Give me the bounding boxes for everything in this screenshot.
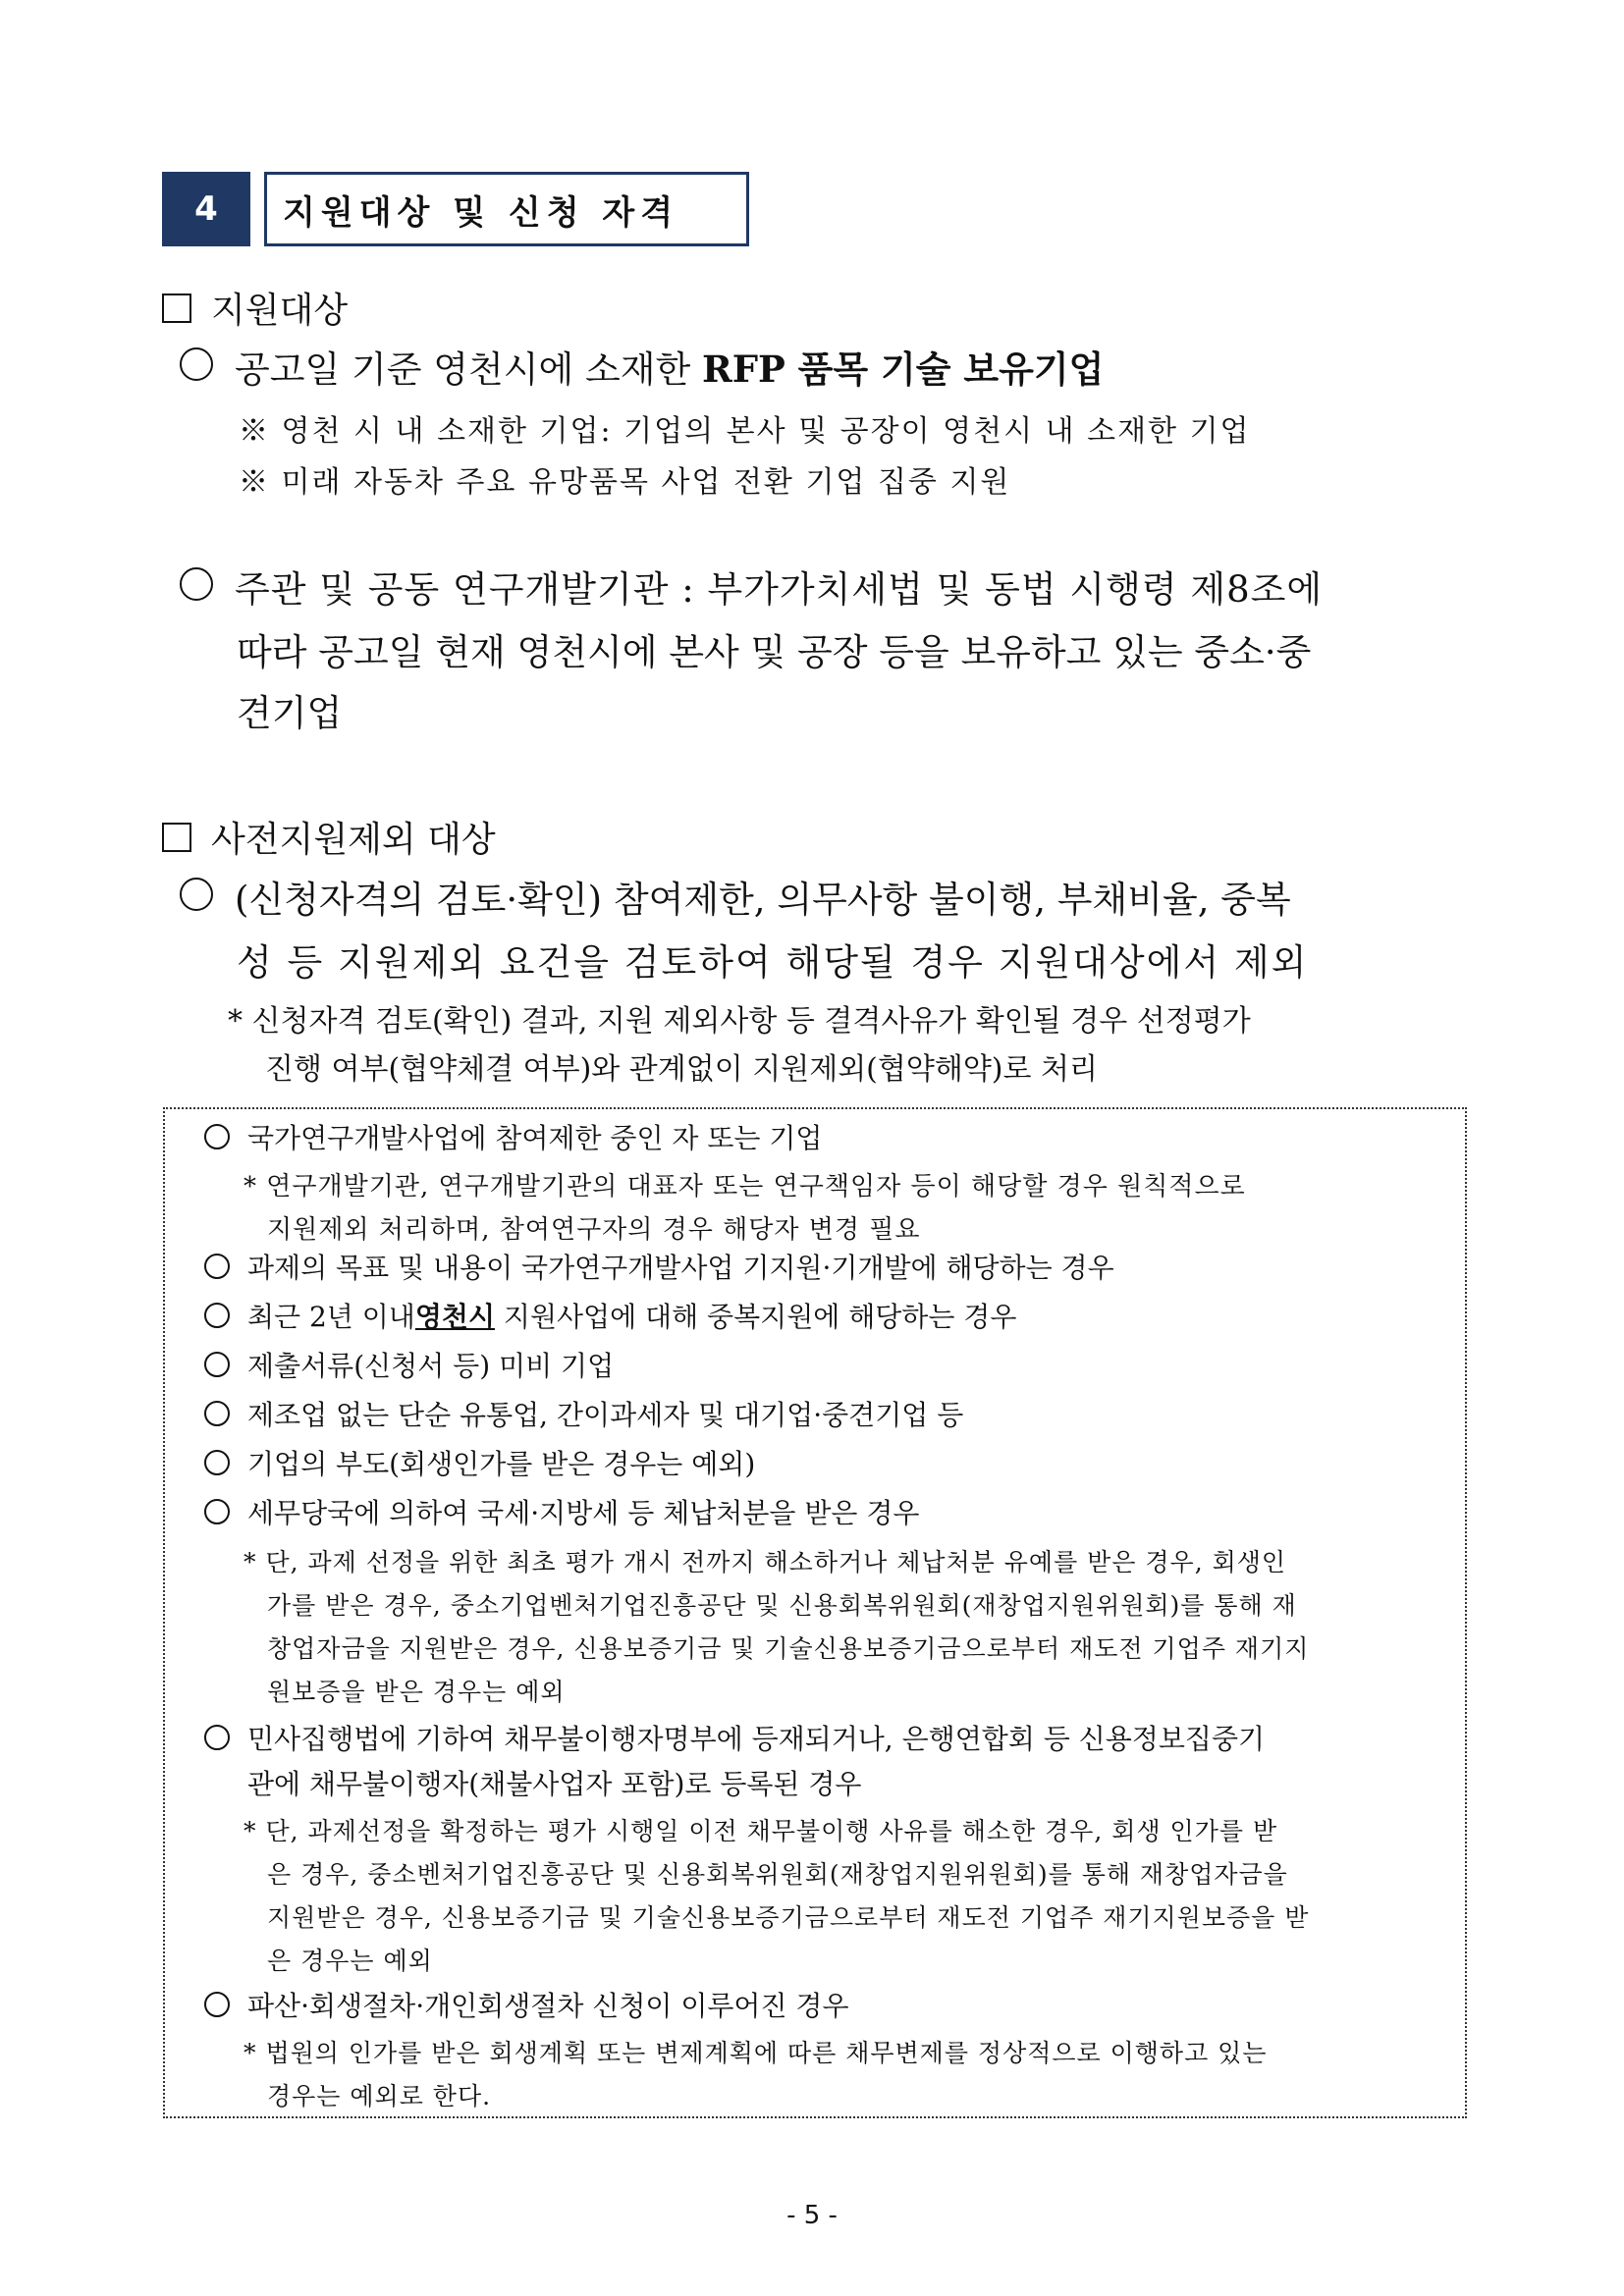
square-bullet-icon — [162, 823, 191, 852]
exclusion-heading: 사전지원제외 대상 — [162, 812, 496, 862]
support-target-heading: 지원대상 — [162, 283, 348, 333]
box-item: 국가연구개발사업에 참여제한 중인 자 또는 기업 — [204, 1117, 822, 1156]
circle-bullet-icon — [204, 1992, 230, 2017]
box-note: 지원제외 처리하며, 참여연구자의 경우 해당자 변경 필요 — [267, 1215, 921, 1245]
circle-bullet-icon — [180, 567, 213, 601]
box-note: 지원받은 경우, 신용보증기금 및 기술신용보증기금으로부터 재도전 기업주 재기지원보증을 받 — [267, 1903, 1310, 1932]
circle-bullet-icon — [204, 1499, 230, 1524]
circle-bullet-icon — [204, 1124, 230, 1149]
square-bullet-icon — [162, 294, 191, 323]
text-line: 따라 공고일 현재 영천시에 본사 및 공장 등을 보유하고 있는 중소·중 — [237, 631, 1312, 673]
section-header — [162, 172, 749, 246]
box-item: 민사집행법에 기하여 채무불이행자명부에 등재되거나, 은행연합회 등 신용정보집중기 — [204, 1718, 1265, 1757]
box-item: 과제의 목표 및 내용이 국가연구개발사업 기지원·기개발에 해당하는 경우 — [204, 1247, 1114, 1286]
yeongcheon-emphasis: 영천시 — [414, 1301, 496, 1333]
note-line: ※ 영천 시 내 소재한 기업: 기업의 본사 및 공장이 영천시 내 소재한 기업 — [239, 414, 1251, 449]
box-note: * 단, 과제 선정을 위한 최초 평가 개시 전까지 해소하거나 체납처분 유예를 받은 경우, 회생인 — [244, 1548, 1287, 1576]
circle-bullet-icon — [180, 347, 213, 381]
box-note: 은 경우는 예외 — [267, 1947, 433, 1975]
box-note: 원보증을 받은 경우는 예외 — [267, 1678, 566, 1706]
section-title: 지원대상 및 신청 자격 — [264, 172, 749, 246]
box-note: * 단, 과제선정을 확정하는 평가 시행일 이전 채무불이행 사유를 해소한 경우, 회생 인가를 받 — [244, 1817, 1278, 1845]
exclusion-item: (신청자격의 검토·확인) 참여제한, 의무사항 불이행, 부채비율, 중복 — [180, 870, 1291, 923]
page-number: - 5 - — [786, 2201, 838, 2230]
box-note: 은 경우, 중소벤처기업진흥공단 및 신용회복위원회(재창업지원위원회)를 통해 재창업자금을 — [267, 1860, 1288, 1889]
circle-bullet-icon — [204, 1725, 230, 1750]
rfp-emphasis: RFP 품목 기술 보유기업 — [701, 347, 1105, 391]
box-note: 경우는 예외로 한다. — [267, 2082, 492, 2110]
box-note: 창업자금을 지원받은 경우, 신용보증기금 및 기술신용보증기금으로부터 재도전 기업주 재기지 — [267, 1634, 1310, 1663]
circle-bullet-icon — [204, 1254, 230, 1279]
box-item: 파산·회생절차·개인회생절차 신청이 이루어진 경우 — [204, 1985, 849, 2024]
note-line: 진행 여부(협약체결 여부)와 관계없이 지원제외(협약해약)로 처리 — [265, 1052, 1098, 1087]
circle-bullet-icon — [204, 1450, 230, 1475]
circle-bullet-icon — [180, 878, 213, 911]
support-target-item-2: 주관 및 공동 연구개발기관 : 부가가치세법 및 동법 시행령 제8조에 — [180, 560, 1323, 613]
text-line: 견기업 — [237, 692, 343, 734]
box-item: 제조업 없는 단순 유통업, 간이과세자 및 대기업·중견기업 등 — [204, 1394, 963, 1433]
box-item: 세무당국에 의하여 국세·지방세 등 체납처분을 받은 경우 — [204, 1492, 919, 1531]
box-note: 가를 받은 경우, 중소기업벤처기업진흥공단 및 신용회복위원회(재창업지원위원회)를 통해 재 — [267, 1591, 1297, 1620]
circle-bullet-icon — [204, 1303, 230, 1328]
box-item: 기업의 부도(회생인가를 받은 경우는 예외) — [204, 1443, 755, 1482]
exclusion-criteria-box — [163, 1107, 1467, 2118]
box-note: * 법원의 인가를 받은 회생계획 또는 변제계획에 따른 채무변제를 정상적으로 이행하고 있는 — [244, 2039, 1268, 2067]
support-target-item-1: 공고일 기준 영천시에 소재한 RFP 품목 기술 보유기업 — [180, 340, 1104, 393]
note-line: ※ 미래 자동차 주요 유망품목 사업 전환 기업 집중 지원 — [239, 465, 1011, 500]
box-item-continuation: 관에 채무불이행자(채불사업자 포함)로 등록된 경우 — [247, 1768, 862, 1800]
text-line: 성 등 지원제외 요건을 검토하여 해당될 경우 지원대상에서 제외 — [237, 941, 1309, 984]
circle-bullet-icon — [204, 1352, 230, 1377]
box-item: 제출서류(신청서 등) 미비 기업 — [204, 1345, 614, 1384]
note-line: * 신청자격 검토(확인) 결과, 지원 제외사항 등 결격사유가 확인될 경우 선정평가 — [228, 1004, 1251, 1039]
circle-bullet-icon — [204, 1401, 230, 1426]
box-note: * 연구개발기관, 연구개발기관의 대표자 또는 연구책임자 등이 해당할 경우 원칙적으로 — [244, 1172, 1246, 1201]
section-number: 4 — [162, 172, 250, 246]
box-item: 최근 2년 이내 영천시 지원사업에 대해 중복지원에 해당하는 경우 — [204, 1296, 1016, 1335]
